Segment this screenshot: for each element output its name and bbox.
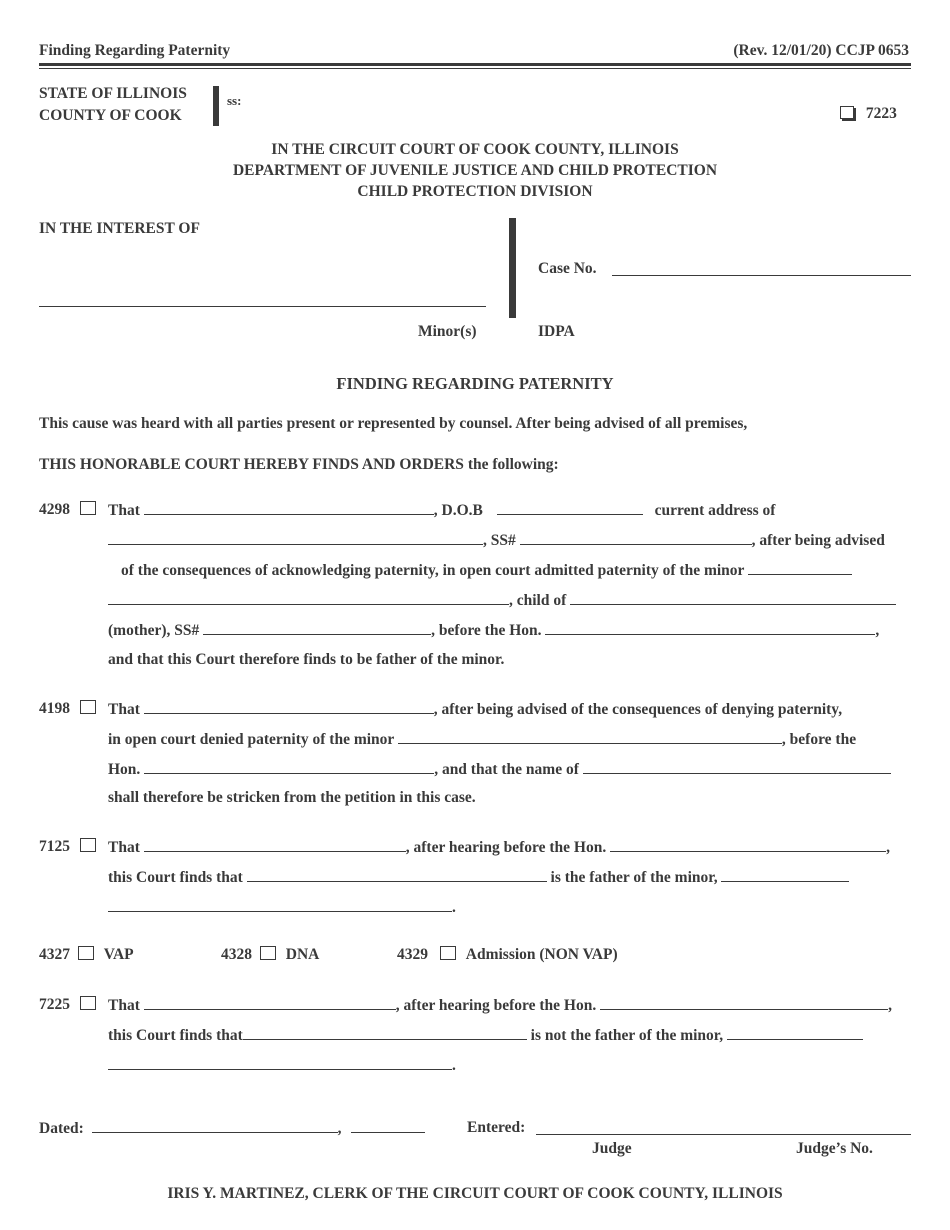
orders-line [39,456,559,474]
code-7125-label: 7125 [39,838,70,855]
s4298-line-5 [108,621,911,640]
checkbox-7223[interactable] [840,106,854,119]
s4298-mother-ss-label: (mother), SS# [108,622,200,639]
s4298-address-field[interactable] [108,531,483,545]
code-4198 [39,700,96,718]
case-no-label: Case No. [538,260,597,277]
basis-admission [397,946,618,964]
code-4298-label: 4298 [39,501,70,518]
s4298-minor-name-field[interactable] [108,591,509,605]
minors-label: Minor(s) [418,323,477,340]
s7125-finds-that: this Court finds that [108,869,243,886]
dated-comma: , [337,1120,342,1137]
s7125-father-field[interactable] [247,868,547,882]
minor-name-line[interactable] [39,306,486,307]
s4298-dob-field[interactable] [497,501,643,515]
s4298-ss-field[interactable] [520,531,752,545]
code-7225 [39,996,96,1014]
s7225-that: That [108,997,140,1014]
s7125-that: That [108,839,140,856]
s7225-minor-field[interactable] [727,1026,863,1040]
s4198-line-1 [108,700,911,719]
judge-signature-field[interactable] [536,1121,911,1135]
s4298-minor-field[interactable] [748,561,852,575]
s4298-after-advised: , after being advised [751,532,885,549]
code-7225-label: 7225 [39,996,70,1013]
s7225-comma: , [888,997,892,1014]
code-7125 [39,838,96,856]
s7125-line-2 [108,868,911,887]
s4298-before-hon: , before the Hon. [431,622,542,639]
form-code-label: 7223 [865,105,897,122]
basis-dna-code: 4328 [221,946,252,963]
document-title: FINDING REGARDING PATERNITY [336,374,614,393]
s7225-line-2 [108,1026,911,1045]
s4298-line-3 [108,561,911,580]
basis-vap-code: 4327 [39,946,70,963]
header-rule-thin [39,68,911,69]
code-4198-label: 4198 [39,700,70,717]
s4298-line-1 [108,501,911,520]
form-header-title: Finding Regarding Paternity [39,42,231,59]
dated-label: Dated: [39,1120,84,1137]
form-revision: (Rev. 12/01/20) CCJP 0653 [733,42,909,59]
s7125-minor-field[interactable] [721,868,849,882]
s7225-line-1 [108,996,911,1015]
s4198-name-of: , and that the name of [434,761,579,778]
interest-of-label: IN THE INTEREST OF [39,220,200,237]
intro-text: This cause was heard with all parties present or represented by counsel. After being advised of all premises, [39,415,748,432]
s7225-after-hearing: , after hearing before the Hon. [395,997,597,1014]
s4298-conclusion: and that this Court therefore finds to be father of the minor. [108,651,505,668]
s7125-judge-field[interactable] [610,838,886,852]
s7125-line-3 [108,898,911,917]
s4298-father-name-field[interactable] [144,501,434,515]
s4198-conclusion: shall therefore be stricken from the petition in this case. [108,789,476,806]
s4298-mother-ss-field[interactable] [203,621,431,635]
s7225-finds-that: this Court finds that [108,1027,243,1044]
idpa-label: IDPA [538,323,575,340]
checkbox-4328[interactable] [260,946,276,960]
s4198-judge-field[interactable] [144,760,434,774]
header-rule-thick [39,63,911,66]
s7225-period: . [452,1057,456,1074]
form-code-7223 [840,105,897,123]
s4298-mother-field[interactable] [570,591,896,605]
s7125-is-father: is the father of the minor, [550,869,718,886]
basis-admission-code: 4329 [397,946,428,963]
s4298-that: That [108,502,140,519]
basis-dna [221,946,319,964]
judge-label: Judge [592,1140,632,1157]
clerk-line: IRIS Y. MARTINEZ, CLERK OF THE CIRCUIT COURT OF COOK COUNTY, ILLINOIS [167,1185,783,1202]
venue-ss: ss: [227,93,242,108]
s7125-name-field[interactable] [144,838,406,852]
s7225-name-field[interactable] [144,996,396,1010]
basis-vap-label: VAP [103,946,134,963]
entered-label: Entered: [467,1119,526,1136]
s4298-line-4 [108,591,911,610]
checkbox-4327[interactable] [78,946,94,960]
venue-state: STATE OF ILLINOIS [39,85,187,102]
s7225-line-3 [108,1056,911,1075]
s7225-person-field[interactable] [243,1026,527,1040]
checkbox-4329[interactable] [440,946,456,960]
s4298-address-label: current address of [654,502,776,519]
checkbox-7125[interactable] [80,838,96,852]
basis-admission-label: Admission (NON VAP) [465,946,618,963]
s7225-is-not-father: is not the father of the minor, [530,1027,724,1044]
code-4298 [39,501,96,519]
orders-bold: THIS HONORABLE COURT HEREBY FINDS AND ORDERS [39,456,464,473]
s4298-ss-label: , SS# [483,532,516,549]
s4198-line-2 [108,730,911,749]
s4198-hon: Hon. [108,761,141,778]
caption-divider [509,218,516,318]
s7125-after-hearing: , after hearing before the Hon. [405,839,607,856]
s7125-line-1 [108,838,911,857]
orders-tail: the following: [463,456,559,473]
s7125-period: . [452,899,456,916]
s4198-that: That [108,701,140,718]
s4198-stricken-name-field[interactable] [583,760,891,774]
s7125-minor-name-field[interactable] [108,898,452,912]
s4298-consequences: of the consequences of acknowledging paternity, in open court admitted paternity of the minor [121,562,745,579]
court-line-1: IN THE CIRCUIT COURT OF COOK COUNTY, ILLINOIS [271,141,679,158]
dated-row [39,1119,425,1138]
s7225-judge-field[interactable] [600,996,888,1010]
basis-vap [39,946,134,964]
s4198-name-field[interactable] [144,700,434,714]
case-no-field[interactable] [612,262,911,276]
dated-year-field[interactable] [351,1119,425,1133]
s4298-line-2 [108,531,911,550]
s4198-minor-field[interactable] [398,730,782,744]
venue-bar [213,86,219,126]
basis-dna-label: DNA [285,946,320,963]
s4198-denied: in open court denied paternity of the minor [108,731,395,748]
dated-field[interactable] [92,1119,338,1133]
judge-no-label: Judge’s No. [796,1140,873,1157]
checkbox-4298[interactable] [80,501,96,515]
s7125-comma: , [886,839,890,856]
s7225-minor-name-field[interactable] [108,1056,452,1070]
s4298-child-of: , child of [509,592,567,609]
checkbox-7225[interactable] [80,996,96,1010]
s4298-judge-field[interactable] [545,621,875,635]
s4198-before-the: , before the [781,731,857,748]
s4298-dob-label: , D.O.B [433,502,483,519]
s4198-after-advised: , after being advised of the consequences of denying paternity, [433,701,843,718]
venue-county: COUNTY OF COOK [39,107,182,124]
court-line-2: DEPARTMENT OF JUVENILE JUSTICE AND CHILD PROTECTION [232,162,718,179]
checkbox-4198[interactable] [80,700,96,714]
s4298-comma: , [875,622,880,639]
court-line-3: CHILD PROTECTION DIVISION [357,183,593,200]
s4198-line-3 [108,760,911,779]
